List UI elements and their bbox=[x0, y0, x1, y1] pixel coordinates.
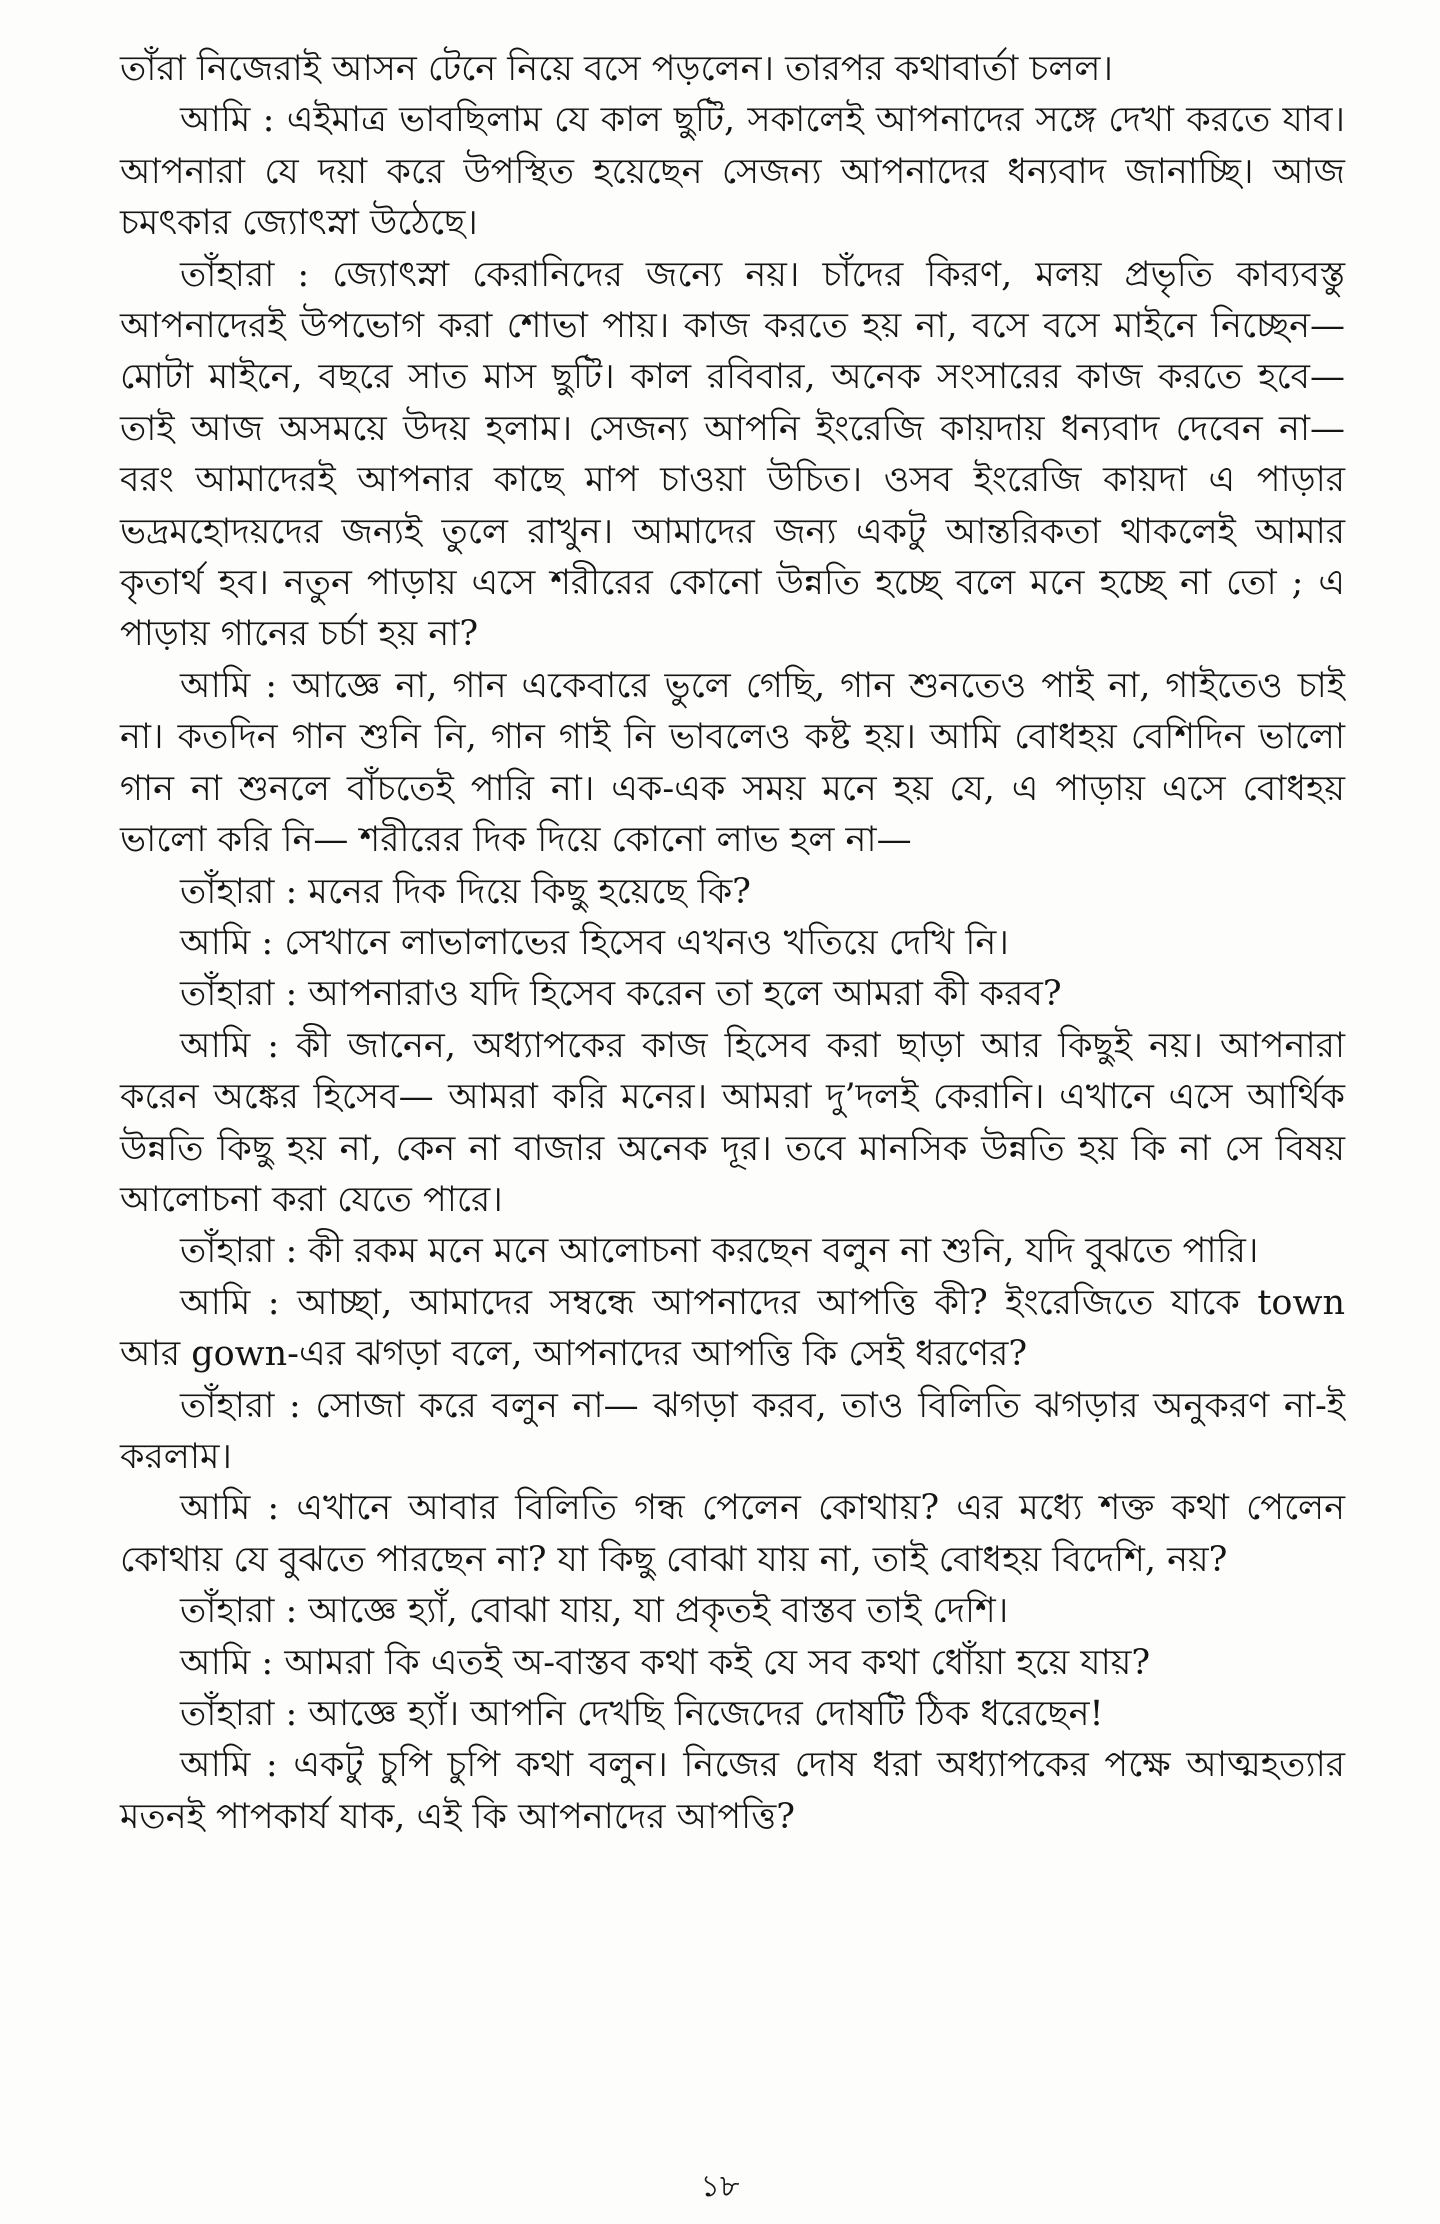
paragraph-dialogue: আমি : একটু চুপি চুপি কথা বলুন। নিজের দোষ ধরা অধ্যাপকের পক্ষে আত্মহত্যার মতনই পাপকার্য যাক, এই কি আপনাদের আপত্তি? bbox=[120, 1745, 1345, 1837]
paragraph-dialogue: তাঁহারা : জ্যোৎস্না কেরানিদের জন্যে নয়। চাঁদের কিরণ, মলয় প্রভৃতি কাব্যবস্তু আপনাদেরই উপভোগ করা শোভা পায়। কাজ করতে হয় না, বসে বসে মাইনে নিচ্ছেন— মোটা মাইনে, বছরে সাত মাস ছুটি। কাল রবিবার, অনেক সংসারের কাজ করতে হবে— তাই আজ অসময়ে উদয় হলাম। সেজন্য আপনি ইংরেজি কায়দায় ধন্যবাদ দেবেন না— বরং আমাদেরই আপনার কাছে মাপ চাওয়া উচিত। ওসব ইংরেজি কায়দা এ পাড়ার ভদ্রমহোদয়দের জন্যই তুলে রাখুন। আমাদের জন্য একটু আন্তরিকতা থাকলেই আমার কৃতার্থ হব। নতুন পাড়ায় এসে শরীরের কোনো উন্নতি হচ্ছে বলে মনে হচ্ছে না তো ; এ পাড়ায় গানের চর্চা হয় না? bbox=[120, 254, 1345, 655]
paragraph-dialogue: আমি : কী জানেন, অধ্যাপকের কাজ হিসেব করা ছাড়া আর কিছুই নয়। আপনারা করেন অঙ্কের হিসেব— আমরা করি মনের। আমরা দু’দলই কেরানি। এখানে এসে আর্থিক উন্নতি কিছু হয় না, কেন না বাজার অনেক দূর। তবে মানসিক উন্নতি হয় কি না সে বিষয় আলোচনা করা যেতে পারে। bbox=[120, 1025, 1345, 1220]
paragraph-dialogue: তাঁহারা : আপনারাও যদি হিসেব করেন তা হলে আমরা কী করব? bbox=[180, 974, 1062, 1015]
page-number: ১৮ bbox=[700, 2169, 740, 2204]
paragraph-dialogue: তাঁহারা : আজ্ঞে হ্যাঁ। আপনি দেখছি নিজেদের দোষটি ঠিক ধরেছেন! bbox=[180, 1694, 1104, 1734]
body-text bbox=[120, 44, 1345, 1843]
paragraph-dialogue: আমি : আচ্ছা, আমাদের সম্বন্ধে আপনাদের আপত্তি কী? ইংরেজিতে যাকে town আর gown-এর ঝগড়া বলে, আপনাদের আপত্তি কি সেই ধরণের? bbox=[120, 1282, 1345, 1375]
paragraph-dialogue: তাঁহারা : কী রকম মনে মনে আলোচনা করছেন বলুন না শুনি, যদি বুঝতে পারি। bbox=[180, 1231, 1259, 1272]
paragraph-dialogue: তাঁহারা : সোজা করে বলুন না— ঝগড়া করব, তাও বিলিতি ঝগড়ার অনুকরণ না-ই করলাম। bbox=[120, 1385, 1345, 1477]
paragraph-dialogue: তাঁহারা : আজ্ঞে হ্যাঁ, বোঝা যায়, যা প্রকৃতই বাস্তব তাই দেশি। bbox=[180, 1591, 1009, 1632]
paragraph-dialogue: আমি : আমরা কি এতই অ-বাস্তব কথা কই যে সব কথা ধোঁয়া হয়ে যায়? bbox=[180, 1642, 1151, 1683]
paragraph-dialogue: আমি : এইমাত্র ভাবছিলাম যে কাল ছুটি, সকালেই আপনাদের সঙ্গে দেখা করতে যাব। আপনারা যে দয়া করে উপস্থিত হয়েছেন সেজন্য আপনাদের ধন্যবাদ জানাচ্ছি। আজ চমৎকার জ্যোৎস্না উঠেছে। bbox=[120, 100, 1345, 244]
paragraph-dialogue: তাঁহারা : মনের দিক দিয়ে কিছু হয়েছে কি? bbox=[180, 871, 751, 912]
paragraph-intro: তাঁরা নিজেরাই আসন টেনে নিয়ে বসে পড়লেন। তারপর কথাবার্তা চলল। bbox=[120, 49, 1114, 89]
paragraph-dialogue: আমি : এখানে আবার বিলিতি গন্ধ পেলেন কোথায়? এর মধ্যে শক্ত কথা পেলেন কোথায় যে বুঝতে পারছেন না? যা কিছু বোঝা যায় না, তাই বোধহয় বিদেশি, নয়? bbox=[120, 1488, 1345, 1580]
paragraph-dialogue: আমি : আজ্ঞে না, গান একেবারে ভুলে গেছি, গান শুনতেও পাই না, গাইতেও চাই না। কতদিন গান শুনি নি, গান গাই নি ভাবলেও কষ্ট হয়। আমি বোধহয় বেশিদিন ভালো গান না শুনলে বাঁচতেই পারি না। এক-এক সময় মনে হয় যে, এ পাড়ায় এসে বোধহয় ভালো করি নি— শরীরের দিক দিয়ে কোনো লাভ হল না— bbox=[120, 665, 1345, 861]
paragraph-dialogue: আমি : সেখানে লাভালাভের হিসেব এখনও খতিয়ে দেখি নি। bbox=[180, 922, 1009, 963]
